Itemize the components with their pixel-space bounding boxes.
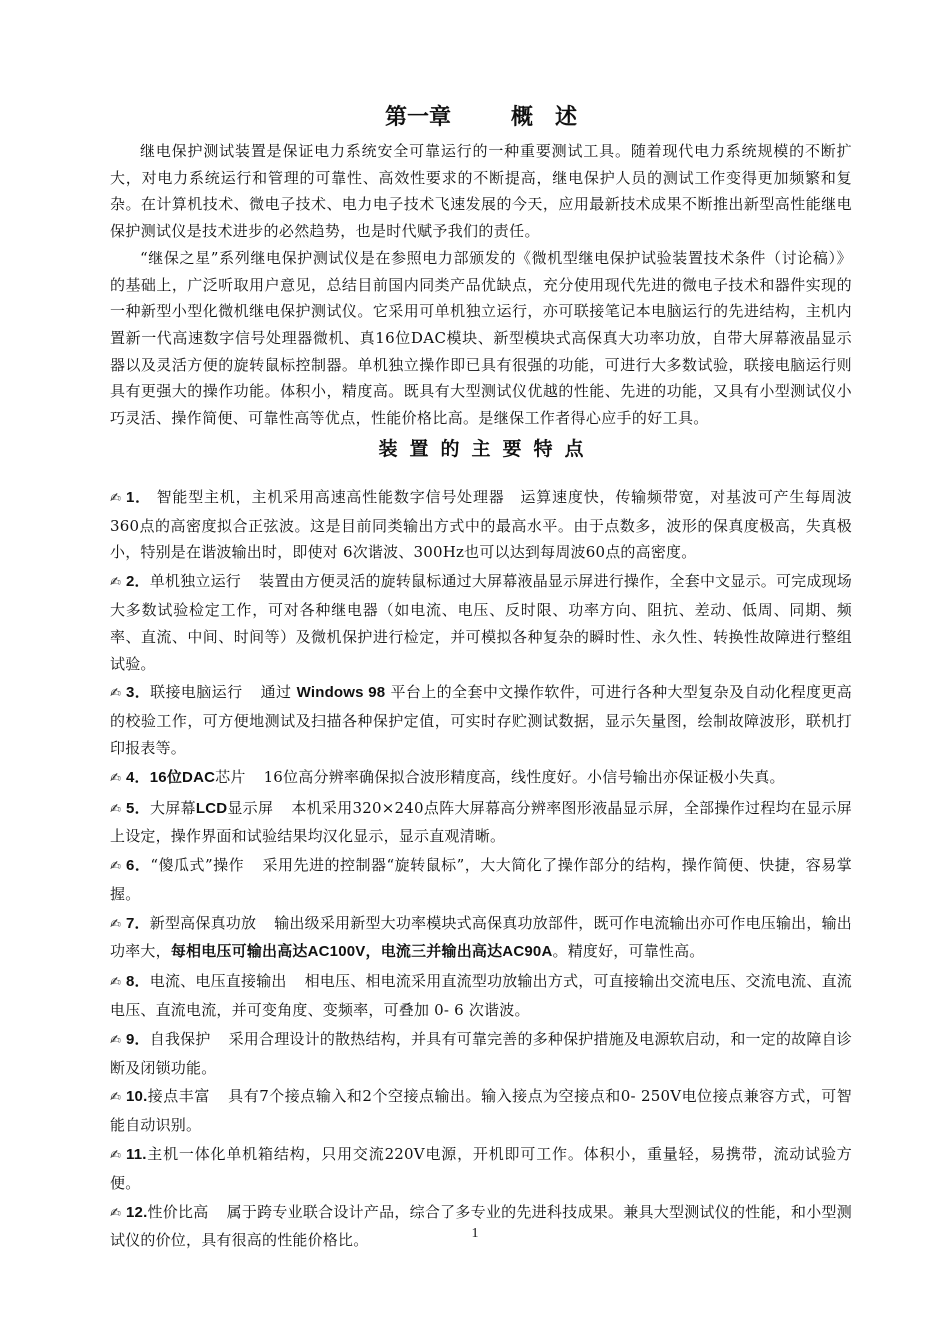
section-title: 装置的主要特点 (378, 437, 596, 460)
writing-hand-icon: ✍ (110, 1205, 122, 1221)
feature-item: ✍ 2．单机独立运行 装置由方便灵活的旋转鼠标通过大屏幕液晶显示屏进行操作，全套中文显示。可完成现场大多数试验检定工作，可对各种继电器（如电流、电压、反时限、功率方向、阻抗、差动、低周、同期、频率、直流、中间、时间等）及微机保护进行检定，并可模拟各种复杂的瞬时性、永久性、转换性故障进行整组试验。 (110, 572, 852, 673)
writing-hand-icon: ✍ (110, 1090, 122, 1106)
intro-paragraph-2: “继保之星”系列继电保护测试仪是在参照电力部颁发的《微机型继电保护试验装置技术条件（讨论稿）》的基础上，广泛听取用户意见，总结目前国内同类产品优缺点，充分使用现代先进的微电子技术和器件实现的一种新型小型化微机继电保护测试仪。它采用可单机独立运行，亦可联接笔记本电脑运行的先进结构，主机内置新一代高速数字信号处理器微机、真16位DAC模块、新型模块式高保真大功率功放，自带大屏幕液晶显示器以及灵活方便的旋转鼠标控制器。单机独立操作即已具有很强的功能，可进行大多数试验，联接电脑运行则具有更强大的操作功能。体积小，精度高。既具有大型测试仪优越的性能、先进的功能，又具有小型测试仪小巧灵活、操作简便、可靠性高等优点，性能价格比高。是继保工作者得心应手的好工具。 (110, 248, 852, 428)
feature-item: ✍ 3．联接电脑运行 通过 Windows 98 平台上的全套中文操作软件，可进行各种大型复杂及自动化程度更高的校验工作，可方便地测试及扫描各种保护定值，可实时存贮测试数据，显示矢量图，绘制故障波形，联机打印报表等。 (110, 683, 852, 757)
chapter-word-1: 概 (510, 105, 533, 130)
writing-hand-icon: ✍ (110, 975, 122, 991)
writing-hand-icon: ✍ (110, 686, 122, 702)
chapter-title (110, 98, 852, 138)
feature-item: ✍ 9．自我保护 采用合理设计的散热结构，并具有可靠完善的多种保护措施及电源软启动，和一定的故障自诊断及闭锁功能。 (110, 1029, 852, 1077)
writing-hand-icon: ✍ (110, 859, 122, 875)
writing-hand-icon: ✍ (110, 1032, 122, 1048)
writing-hand-icon: ✍ (110, 1148, 122, 1164)
feature-item: ✍ 12.性价比高 属于跨专业联合设计产品，综合了多专业的先进科技成果。兼具大型测试仪的性能，和小型测试仪的价位，具有很高的性能价格比。 (110, 1202, 852, 1250)
feature-item: ✍ 5．大屏幕LCD显示屏 本机采用320×240点阵大屏幕高分辨率图形液晶显示屏，全部操作过程均在显示屏上设定，操作界面和试验结果均汉化显示，显示直观清晰。 (110, 798, 852, 846)
feature-item: ✍ 10.接点丰富 具有7个接点输入和2个空接点输出。输入接点为空接点和0- 250V电位接点兼容方式，可智能自动识别。 (110, 1087, 853, 1135)
feature-item: ✍ 11.主机一体化单机箱结构，只用交流220V电源，开机即可工作。体积小，重量轻，易携带，流动试验方便。 (110, 1145, 852, 1192)
page-number: 1 (471, 1226, 479, 1241)
feature-item: ✍ 6．“傻瓜式”操作 采用先进的控制器“旋转鼠标”，大大简化了操作部分的结构，操作简便、快捷，容易掌握。 (110, 856, 852, 903)
writing-hand-icon: ✍ (110, 575, 122, 591)
writing-hand-icon: ✍ (110, 770, 122, 786)
writing-hand-icon: ✍ (110, 801, 122, 817)
feature-item: ✍ 7．新型高保真功放 输出级采用新型大功率模块式高保真功放部件，既可作电流输出亦可作电压输出，输出功率大，每相电压可输出高达AC100V，电流三并输出高达AC90A。精度好，可靠性高。 (110, 913, 852, 961)
chapter-number: 第一章 (384, 105, 451, 130)
chapter-word-2: 述 (555, 105, 578, 130)
feature-item: ✍ 1． 智能型主机，主机采用高速高性能数字信号处理器 运算速度快，传输频带宽，对基波可产生每周波360点的高密度拟合正弦波。这是目前同类输出方式中的最高水平。由于点数多，波形的保真度极高，失真极小，特别是在谐波输出时，即使对 6次谐波、300Hz也可以达到每周波60点的高密度。 (110, 487, 853, 562)
document-page (110, 98, 852, 1254)
feature-item: ✍ 8．电流、电压直接输出 相电压、相电流采用直流型功放输出方式，可直接输出交流电压、交流电流、直流电压、直流电流，并可变角度、变频率，可叠加 0- 6 次谐波。 (110, 972, 852, 1020)
intro-paragraph-1: 继电保护测试装置是保证电力系统安全可靠运行的一种重要测试工具。随着现代电力系统规模的不断扩大，对电力系统运行和管理的可靠性、高效性要求的不断提高，继电保护人员的测试工作变得更加频繁和复杂。在计算机技术、微电子技术、电力电子技术飞速发展的今天，应用最新技术成果不断推出新型高性能继电保护测试仪是技术进步的必然趋势，也是时代赋予我们的责任。 (110, 142, 852, 241)
feature-item: ✍ 4．16位DAC芯片 16位高分辨率确保拟合波形精度高，线性度好。小信号输出亦保证极小失真。 (110, 764, 852, 793)
writing-hand-icon: ✍ (110, 916, 122, 932)
writing-hand-icon: ✍ (110, 490, 122, 506)
